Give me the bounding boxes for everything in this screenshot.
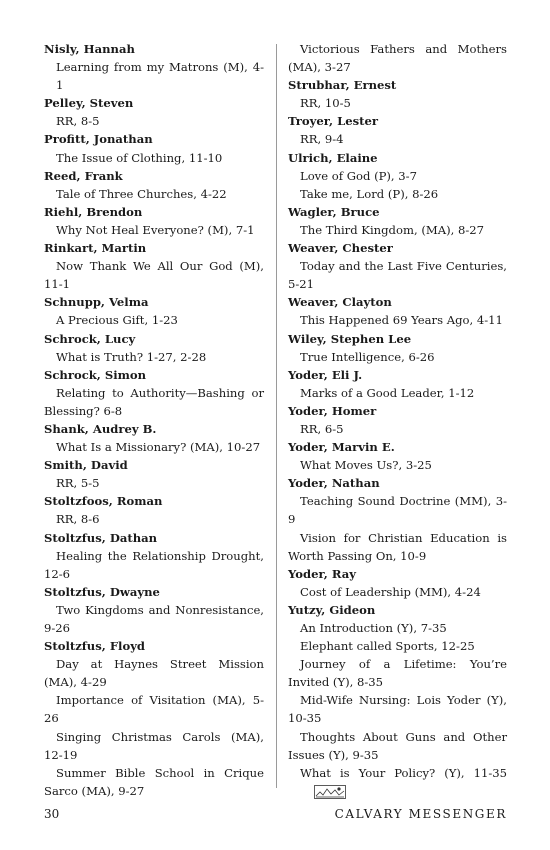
article-entry <box>288 130 507 148</box>
author-name: Schrock, Lucy <box>44 331 136 346</box>
article-entry <box>288 637 507 655</box>
article-entry <box>288 420 507 438</box>
article-entry <box>288 456 507 474</box>
article-title: Two Kingdoms and Nonresistance, 9-26 <box>44 602 264 635</box>
article-entry <box>44 474 264 492</box>
author-name: Yoder, Homer <box>288 403 377 418</box>
article-entry <box>44 311 264 329</box>
author-name: Pelley, Steven <box>44 96 134 111</box>
article-entry <box>288 221 507 239</box>
article-entry <box>44 438 264 456</box>
article-title: What Moves Us?, 3-25 <box>300 458 432 473</box>
index-entry <box>44 637 264 800</box>
index-column-right <box>288 40 507 800</box>
index-entry <box>288 601 507 800</box>
article-entry <box>288 185 507 203</box>
article-title: The Third Kingdom, (MA), 8-27 <box>300 222 485 237</box>
article-title: What is Your Policy? (Y), 11-35 <box>300 765 507 780</box>
index-entry <box>288 112 507 148</box>
article-title: Take me, Lord (P), 8-26 <box>300 186 439 201</box>
index-entry <box>288 239 507 293</box>
article-title: Singing Christmas Carols (MA), 12-19 <box>44 729 264 762</box>
article-title: Today and the Last Five Centuries, 5-21 <box>288 259 507 292</box>
article-title: Journey of a Lifetime: You’re Invited (Y), 8-35 <box>288 657 507 690</box>
index-entry <box>288 330 507 366</box>
author-name: Weaver, Chester <box>288 241 393 256</box>
article-title: An Introduction (Y), 7-35 <box>300 621 447 635</box>
author-name: Reed, Frank <box>44 168 123 183</box>
author-name: Smith, David <box>44 458 128 473</box>
ornament-icon <box>314 785 346 799</box>
article-entry <box>44 112 264 130</box>
index-entry <box>44 167 264 203</box>
index-entry <box>44 293 264 329</box>
index-column-left <box>44 40 264 800</box>
author-name: Stoltzfus, Dwayne <box>44 584 160 599</box>
article-entry <box>44 221 264 239</box>
article-title: Cost of Leadership (MM), 4-24 <box>300 584 481 599</box>
author-name: Shank, Audrey B. <box>44 421 157 436</box>
article-title: Day at Haynes Street Mission (MA), 4-29 <box>44 657 264 690</box>
article-entry <box>44 547 264 583</box>
index-entry <box>288 366 507 402</box>
index-entry <box>44 94 264 130</box>
article-title: Mid-Wife Nursing: Lois Yoder (Y), 10-35 <box>288 693 507 726</box>
article-title: Elephant called Sports, 12-25 <box>300 639 475 654</box>
article-title: Thoughts About Guns and Other Issues (Y), 9-35 <box>288 729 507 762</box>
article-title: RR, 8-5 <box>56 114 100 129</box>
index-entry <box>44 366 264 420</box>
article-title: What is Truth? 1-27, 2-28 <box>56 349 207 364</box>
article-title: Tale of Three Churches, 4-22 <box>56 186 227 201</box>
author-name: Wagler, Bruce <box>288 204 380 219</box>
article-entry <box>44 185 264 203</box>
index-entry <box>288 438 507 474</box>
index-entry <box>288 76 507 112</box>
article-title: Now Thank We All Our God (M), 11-1 <box>44 259 264 292</box>
index-entry <box>288 474 507 564</box>
author-name: Stoltzfoos, Roman <box>44 494 163 509</box>
article-entry <box>288 348 507 366</box>
index-entry <box>44 583 264 637</box>
article-entry <box>288 94 507 112</box>
article-title: A Precious Gift, 1-23 <box>56 313 178 328</box>
author-name: Weaver, Clayton <box>288 295 392 310</box>
author-name: Schrock, Simon <box>44 367 147 382</box>
author-name: Ulrich, Elaine <box>288 150 378 165</box>
article-title: The Issue of Clothing, 11-10 <box>56 150 223 165</box>
author-name: Nisly, Hannah <box>44 42 135 56</box>
index-entry <box>44 40 264 94</box>
index-entry <box>44 330 264 366</box>
column-divider <box>276 44 277 788</box>
article-entry <box>44 348 264 366</box>
author-name: Yoder, Eli J. <box>288 367 363 382</box>
author-name: Stoltzfus, Floyd <box>44 639 146 654</box>
index-entry <box>288 565 507 601</box>
article-entry <box>288 529 507 565</box>
index-entry <box>44 420 264 456</box>
article-entry <box>288 311 507 329</box>
article-entry <box>44 601 264 637</box>
index-entry <box>288 40 507 76</box>
article-title: Relating to Authority—Bashing or Blessing? 6-8 <box>44 385 264 418</box>
article-title: What Is a Missionary? (MA), 10-27 <box>56 440 261 455</box>
article-title: RR, 5-5 <box>56 476 100 491</box>
article-title: Learning from my Matrons (M), 4-1 <box>56 60 264 93</box>
page-number: 30 <box>44 807 60 821</box>
article-entry <box>288 167 507 185</box>
index-entry <box>44 492 264 528</box>
index-entry <box>288 203 507 239</box>
article-title: True Intelligence, 6-26 <box>300 349 435 364</box>
article-title: Why Not Heal Everyone? (M), 7-1 <box>56 222 255 237</box>
article-entry <box>288 492 507 528</box>
article-title: RR, 9-4 <box>300 132 344 147</box>
author-name: Stoltzfus, Dathan <box>44 530 158 545</box>
index-entry <box>288 149 507 203</box>
article-title: Victorious Fathers and Mothers (MA), 3-27 <box>288 42 507 75</box>
index-entry <box>44 529 264 583</box>
author-name: Strubhar, Ernest <box>288 78 397 93</box>
article-entry <box>288 619 507 637</box>
article-entry <box>44 257 264 293</box>
author-name: Schnupp, Velma <box>44 295 149 310</box>
author-name: Profitt, Jonathan <box>44 132 153 147</box>
article-entry <box>44 728 264 764</box>
article-title: Vision for Christian Education is Worth Passing On, 10-9 <box>288 530 507 563</box>
article-title: RR, 8-6 <box>56 512 100 527</box>
article-entry <box>288 583 507 601</box>
index-entry <box>44 203 264 239</box>
article-entry <box>44 58 264 94</box>
article-entry <box>44 764 264 800</box>
article-entry <box>288 691 507 727</box>
author-name: Yoder, Ray <box>288 566 356 581</box>
article-title: RR, 10-5 <box>300 96 351 111</box>
article-entry <box>44 149 264 167</box>
article-title: Love of God (P), 3-7 <box>300 168 417 183</box>
article-entry <box>288 764 507 800</box>
article-entry <box>288 40 507 76</box>
article-title: This Happened 69 Years Ago, 4-11 <box>300 313 503 328</box>
author-name: Troyer, Lester <box>288 114 378 129</box>
article-title: Healing the Relationship Drought, 12-6 <box>44 548 264 581</box>
article-entry <box>288 257 507 293</box>
article-entry <box>288 728 507 764</box>
article-title: RR, 6-5 <box>300 421 344 436</box>
running-head: CALVARY MESSENGER <box>334 807 507 821</box>
author-name: Yoder, Nathan <box>288 476 380 491</box>
article-entry <box>288 655 507 691</box>
author-name: Riehl, Brendon <box>44 204 143 219</box>
index-entry <box>288 402 507 438</box>
index-entry <box>44 239 264 293</box>
index-entry <box>44 130 264 166</box>
author-name: Wiley, Stephen Lee <box>288 331 412 346</box>
article-entry <box>44 691 264 727</box>
index-entry <box>288 293 507 329</box>
article-entry <box>44 384 264 420</box>
author-name: Rinkart, Martin <box>44 241 147 256</box>
index-entry <box>44 456 264 492</box>
article-title: Teaching Sound Doctrine (MM), 3-9 <box>288 494 507 527</box>
author-name: Yutzy, Gideon <box>288 602 376 617</box>
article-entry <box>44 510 264 528</box>
article-entry <box>44 655 264 691</box>
article-title: Summer Bible School in Crique Sarco (MA), 9-27 <box>44 765 264 798</box>
article-entry <box>288 384 507 402</box>
author-name: Yoder, Marvin E. <box>288 440 395 455</box>
article-title: Importance of Visitation (MA), 5-26 <box>44 693 264 726</box>
article-title: Marks of a Good Leader, 1-12 <box>300 385 475 400</box>
